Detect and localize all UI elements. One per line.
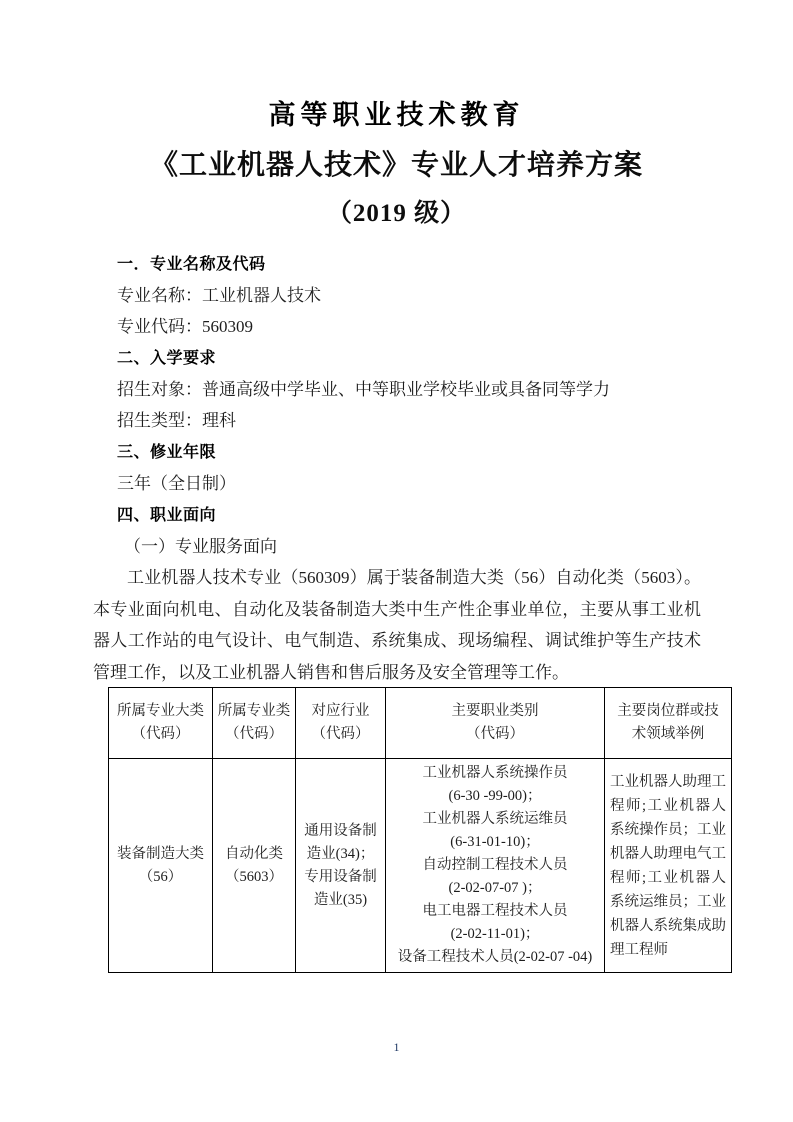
header-industry-line2: （代码） xyxy=(311,726,370,742)
header-cell-occupation-category xyxy=(386,688,605,759)
header-cell-major-class xyxy=(213,688,296,759)
header-occupation-line1: 主要职业类别 xyxy=(451,703,539,719)
page-number: 1 xyxy=(393,1040,400,1054)
cell-major-category-code: （56） xyxy=(138,868,183,885)
section-4-subheading: （一）专业服务面向 xyxy=(124,537,277,556)
section-1-major-name: 专业名称：工业机器人技术 xyxy=(117,286,321,305)
header-occupation-line2: （代码） xyxy=(466,726,524,742)
table-header xyxy=(109,688,732,759)
cell-occupation-line6: (2-02-07-07 )； xyxy=(448,880,542,896)
cell-industry-line3: 专用设备制 xyxy=(304,868,377,885)
cell-occupation-line7: 电工电器工程技术人员 xyxy=(422,903,568,919)
document-content xyxy=(93,248,701,688)
header-industry-line1: 对应行业 xyxy=(311,703,370,719)
cell-position-group: 工业机器人助理工程师;工业机器人系统操作员；工业机器人助理电气工程师;工业机器人系统运维员；工业机器人系统集成助理工程师 xyxy=(605,759,732,973)
table-row xyxy=(109,759,732,973)
header-position-group-line1: 主要岗位群或技 xyxy=(617,703,719,719)
title-line-1: 高等职业技术教育 xyxy=(268,100,525,131)
header-major-class-line1: 所属专业类 xyxy=(217,703,291,719)
section-heading-4: 四、职业面向 xyxy=(117,505,217,524)
cell-occupation-category xyxy=(386,759,605,973)
table-body xyxy=(109,759,732,973)
cell-occupation-line2: (6-30 -99-00)； xyxy=(448,788,542,804)
title-line-3: （2019 级） xyxy=(326,200,467,227)
cell-occupation-line5: 自动控制工程技术人员 xyxy=(422,857,568,873)
cell-industry-line4: 造业(35) xyxy=(313,891,368,908)
section-2-admission-target: 招生对象：普通高级中学毕业、中等职业学校毕业或具备同等学力 xyxy=(117,380,610,399)
cell-occupation-line8: (2-02-11-01)； xyxy=(450,926,540,942)
cell-industry-line1: 通用设备制 xyxy=(304,822,377,839)
section-2-admission-type: 招生类型：理科 xyxy=(117,411,236,430)
header-cell-industry xyxy=(296,688,386,759)
cell-occupation-line3: 工业机器人系统运维员 xyxy=(422,811,568,827)
section-1-major-code: 专业代码：560309 xyxy=(117,317,253,336)
occupation-table-wrapper xyxy=(108,687,726,973)
section-heading-2: 二、入学要求 xyxy=(117,348,217,367)
cell-major-class-name: 自动化类 xyxy=(225,845,283,862)
cell-industry-line2: 造业(34)； xyxy=(306,845,375,862)
cell-occupation-line4: (6-31-01-10)； xyxy=(450,834,540,850)
header-major-class-line2: （代码） xyxy=(225,726,283,742)
section-heading-3: 三、修业年限 xyxy=(117,442,217,461)
section-4-paragraph: 工业机器人技术专业（560309）属于装备制造大类（56）自动化类（5603）。本专业面向机电、自动化及装备制造大类中生产性企事业单位，主要从事工业机器人工作站的电气设计、电气制造、系统集成、现场编程、调试维护等生产技术管理工作，以及工业机器人销售和售后服务及安全管理等工作。 xyxy=(93,568,701,682)
table-header-row xyxy=(109,688,732,759)
title-line-2: 《工业机器人技术》专业人才培养方案 xyxy=(149,150,643,181)
cell-major-category-name: 装备制造大类 xyxy=(117,845,204,862)
cell-major-class xyxy=(213,759,296,973)
document-title-block xyxy=(0,96,793,236)
header-major-category-line1: 所属专业大类 xyxy=(117,703,204,719)
cell-major-category xyxy=(109,759,213,973)
section-heading-1: 一．专业名称及代码 xyxy=(117,254,266,273)
section-3-duration: 三年（全日制） xyxy=(117,474,236,493)
header-cell-major-category xyxy=(109,688,213,759)
cell-major-class-code: （5603） xyxy=(225,868,283,885)
cell-occupation-line9: 设备工程技术人员(2-02-07 -04) xyxy=(397,949,593,965)
header-position-group-line2: 术领域举例 xyxy=(631,726,705,742)
occupation-table xyxy=(108,687,732,973)
cell-industry xyxy=(296,759,386,973)
header-major-category-line2: （代码） xyxy=(131,726,190,742)
cell-occupation-line1: 工业机器人系统操作员 xyxy=(422,765,568,781)
header-cell-position-group xyxy=(605,688,732,759)
